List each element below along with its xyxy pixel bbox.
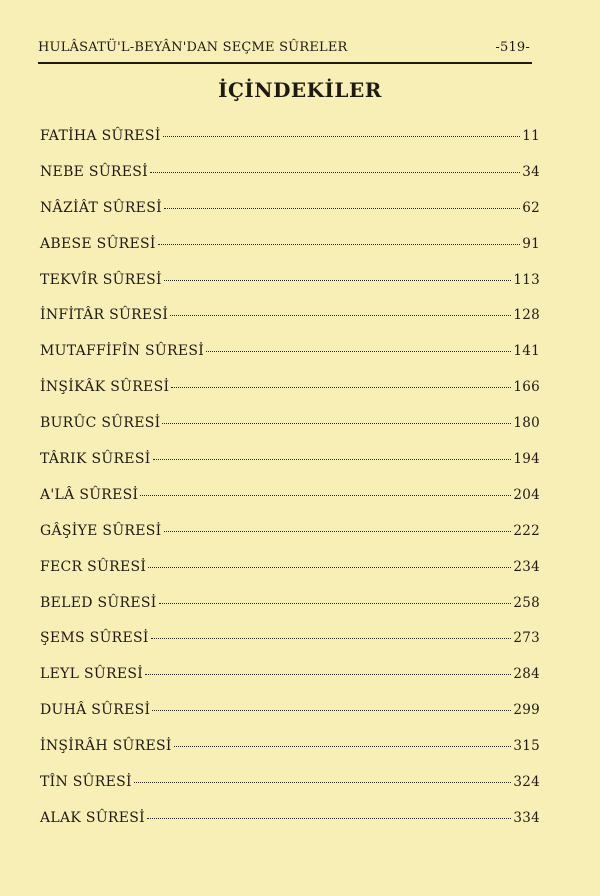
- toc-entry-page: 334: [513, 809, 540, 826]
- toc-entry-page: 315: [513, 738, 540, 755]
- toc-entry-page: 222: [513, 522, 540, 539]
- toc-entry-page: 194: [513, 451, 540, 468]
- toc-entry: [40, 738, 540, 774]
- toc-entry: [40, 630, 540, 666]
- toc-entry-page: 166: [513, 379, 540, 396]
- toc-entry-title: ALAK SÛRESİ: [40, 809, 145, 826]
- toc-entry-title: FECR SÛRESİ: [40, 558, 147, 575]
- toc-entry-page: 91: [522, 235, 540, 252]
- dot-leader: [164, 208, 520, 209]
- toc-entry-page: 258: [513, 594, 540, 611]
- toc-entry-title: FATİHA SÛRESİ: [40, 128, 161, 144]
- dot-leader: [150, 172, 520, 173]
- toc-entry-page: 204: [513, 486, 540, 503]
- toc-entry-page: 62: [522, 199, 540, 216]
- toc-entry-title: İNFİTÂR SÛRESİ: [40, 307, 169, 324]
- toc-entry-page: 128: [513, 307, 540, 324]
- toc-entry: [40, 236, 540, 272]
- toc-entry: [40, 451, 540, 487]
- toc-entry: [40, 379, 540, 415]
- toc-entry-title: TÎN SÛRESİ: [40, 774, 132, 791]
- toc-entry-title: ŞEMS SÛRESİ: [40, 630, 149, 647]
- dot-leader: [158, 244, 520, 245]
- toc-entry: [40, 128, 540, 164]
- toc-entry-title: İNŞİRÂH SÛRESİ: [40, 738, 172, 755]
- toc-entry-page: 273: [513, 630, 540, 647]
- toc-entry: [40, 272, 540, 308]
- running-head-title: HULÂSATÜ'L-BEYÂN'DAN SEÇME SÛRELER: [38, 40, 348, 55]
- toc-entry-title: MUTAFFİFÎN SÛRESİ: [40, 343, 205, 360]
- toc-entry-title: BELED SÛRESİ: [40, 594, 157, 611]
- dot-leader: [148, 567, 511, 568]
- dot-leader: [145, 674, 511, 675]
- toc-list: [40, 128, 540, 846]
- dot-leader: [162, 423, 511, 424]
- toc-entry-title: A'LÂ SÛRESİ: [40, 486, 139, 503]
- toc-entry: [40, 307, 540, 343]
- dot-leader: [159, 603, 512, 604]
- dot-leader: [164, 280, 512, 281]
- toc-entry-page: 113: [513, 271, 540, 288]
- toc-entry-page: 11: [522, 128, 540, 144]
- toc-entry-title: TEKVÎR SÛRESİ: [40, 271, 162, 288]
- toc-entry: [40, 595, 540, 631]
- dot-leader: [174, 746, 512, 747]
- toc-entry-page: 180: [513, 415, 540, 432]
- toc-entry-title: NÂZİÂT SÛRESİ: [40, 199, 162, 216]
- dot-leader: [170, 315, 511, 316]
- dot-leader: [152, 710, 511, 711]
- toc-entry: [40, 774, 540, 810]
- toc-entry-page: 141: [513, 343, 540, 360]
- toc-entry-page: 299: [513, 702, 540, 719]
- toc-entry: [40, 415, 540, 451]
- dot-leader: [134, 782, 511, 783]
- toc-entry: [40, 810, 540, 846]
- toc-entry-title: ABESE SÛRESİ: [40, 235, 156, 252]
- toc-entry-title: LEYL SÛRESİ: [40, 666, 144, 683]
- header-rule: [38, 62, 532, 64]
- toc-entry-title: BURÛC SÛRESİ: [40, 415, 161, 432]
- dot-leader: [147, 818, 511, 819]
- toc-entry: [40, 487, 540, 523]
- toc-entry-page: 34: [522, 163, 540, 180]
- toc-entry-page: 324: [513, 774, 540, 791]
- toc-entry: [40, 702, 540, 738]
- dot-leader: [163, 136, 521, 137]
- dot-leader: [153, 459, 512, 460]
- dot-leader: [206, 351, 511, 352]
- toc-entry: [40, 200, 540, 236]
- toc-entry-title: GÂŞİYE SÛRESİ: [40, 522, 162, 539]
- running-head: [38, 36, 532, 58]
- page-number: -519-: [495, 40, 530, 55]
- toc-entry-title: TÂRIK SÛRESİ: [40, 451, 151, 468]
- toc-entry: [40, 666, 540, 702]
- toc-entry: [40, 164, 540, 200]
- dot-leader: [171, 387, 511, 388]
- toc-entry: [40, 559, 540, 595]
- dot-leader: [140, 495, 511, 496]
- toc-entry: [40, 523, 540, 559]
- dot-leader: [151, 638, 512, 639]
- toc-entry: [40, 343, 540, 379]
- toc-entry-title: NEBE SÛRESİ: [40, 163, 148, 180]
- toc-entry-page: 284: [513, 666, 540, 683]
- toc-entry-title: DUHÂ SÛRESİ: [40, 702, 151, 719]
- toc-entry-title: İNŞİKÂK SÛRESİ: [40, 379, 170, 396]
- toc-entry-page: 234: [513, 558, 540, 575]
- toc-title: İÇİNDEKİLER: [218, 78, 382, 102]
- dot-leader: [164, 531, 512, 532]
